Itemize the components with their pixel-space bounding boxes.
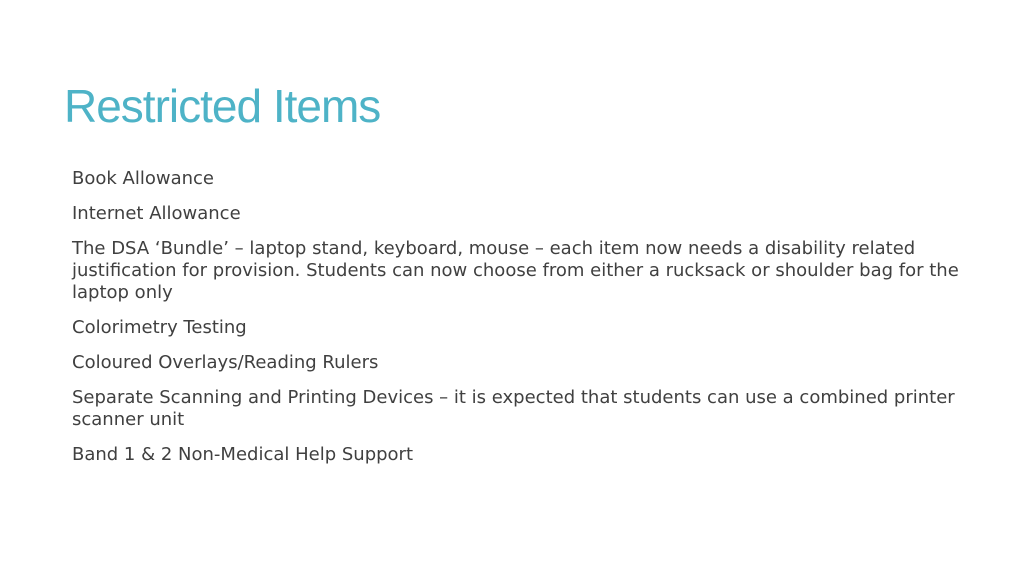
list-item-scanning-printing-devices: Separate Scanning and Printing Devices – it is expected that students can use a combined printer scanner unit: [72, 387, 955, 430]
restricted-items-list: [72, 168, 962, 479]
list-item-coloured-overlays: Coloured Overlays/Reading Rulers: [72, 352, 379, 373]
slide-title: Restricted Items: [64, 80, 381, 132]
list-item-colorimetry-testing: Colorimetry Testing: [72, 317, 247, 338]
list-item-non-medical-help: Band 1 & 2 Non-Medical Help Support: [72, 444, 414, 465]
list-item-book-allowance: Book Allowance: [72, 168, 214, 189]
list-item-internet-allowance: Internet Allowance: [72, 203, 241, 224]
list-item-dsa-bundle: The DSA ‘Bundle’ – laptop stand, keyboard, mouse – each item now needs a disability related justification for provision. Students can now choose from either a rucksack or shoulder bag for the laptop only: [72, 238, 959, 303]
